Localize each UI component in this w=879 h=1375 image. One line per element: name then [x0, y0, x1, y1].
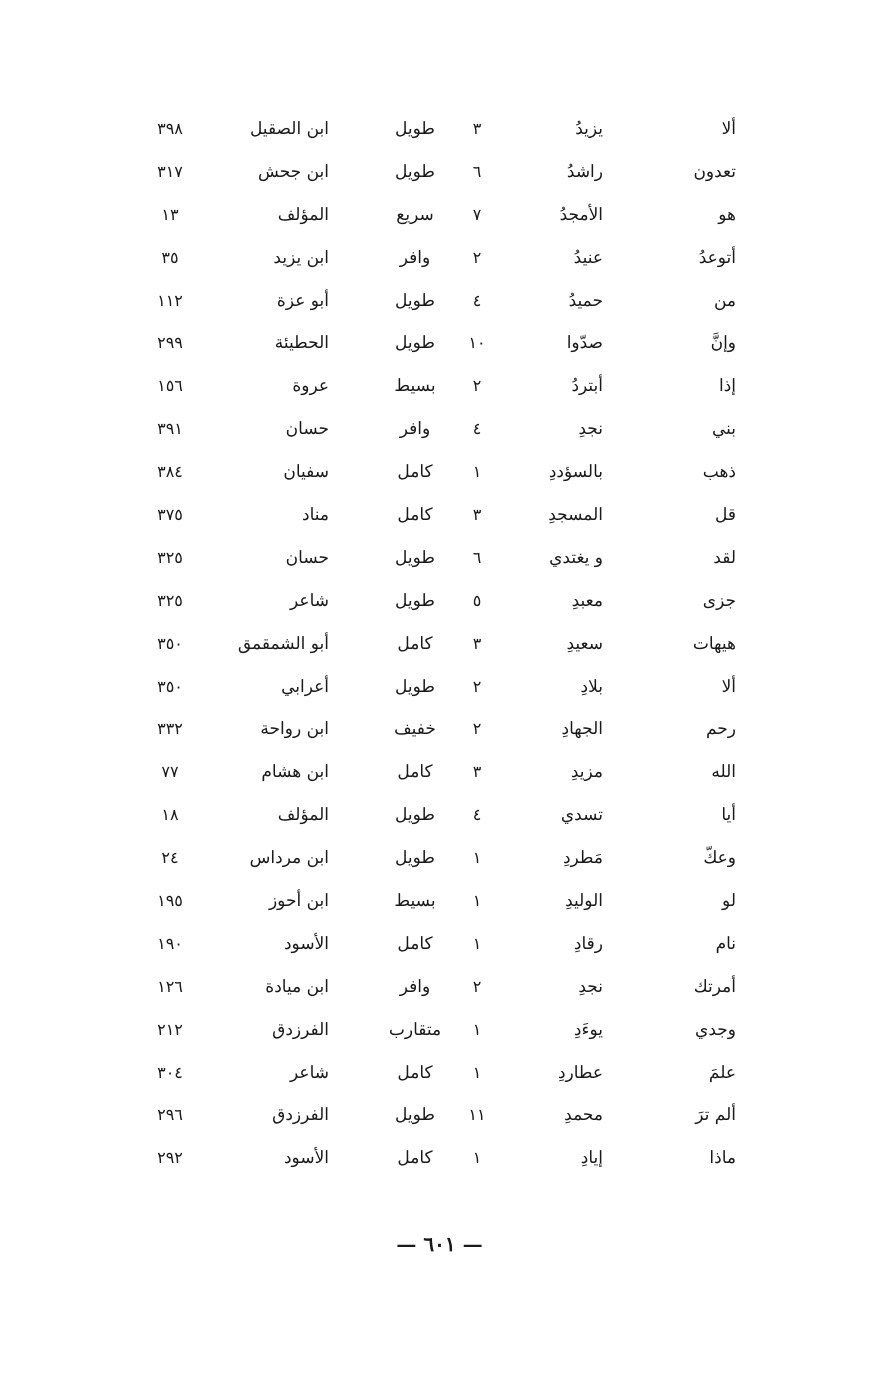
poetic-meter: وافر [399, 247, 431, 268]
page-reference: ٢١٢ [157, 1019, 183, 1039]
poet-name: مناد [302, 505, 329, 526]
verse-count: ٤ [472, 805, 482, 825]
verse-opening-word: جزى [702, 590, 736, 611]
rhyme-word: أبتردُ [571, 376, 603, 397]
verse-count: ١ [472, 933, 482, 953]
rhyme-word: عنيدُ [573, 247, 603, 268]
poetic-meter: متقارب [388, 1019, 442, 1040]
poet-name: شاعر [290, 1062, 329, 1083]
table-row [0, 237, 879, 280]
verse-opening-word: أيا [721, 805, 736, 826]
verse-opening-word: تعدون [693, 161, 736, 182]
verse-count: ٣ [472, 505, 482, 525]
verse-count: ٢ [472, 376, 482, 396]
verse-opening-word: من [713, 290, 736, 311]
rhyme-word: الجهادِ [561, 719, 603, 740]
poet-name: الأسود [283, 933, 329, 954]
poetic-meter: طويل [395, 1105, 435, 1126]
poet-name: ابن مرداس [249, 848, 329, 869]
verse-opening-word: نام [715, 933, 736, 954]
verse-opening-word: وعكّ [703, 848, 736, 869]
verse-opening-word: ماذا [709, 1148, 736, 1169]
verse-opening-word: وإنَّ [710, 333, 736, 354]
poetic-meter: طويل [395, 290, 435, 311]
table-row [0, 837, 879, 880]
table-row [0, 923, 879, 966]
verse-count: ٣ [472, 762, 482, 782]
rhyme-word: حميدُ [568, 290, 603, 311]
poet-name: الفرزدق [272, 1105, 329, 1126]
verse-count: ١١ [468, 1105, 486, 1125]
poet-name: ابن جحش [258, 161, 329, 182]
verse-count: ٤ [472, 419, 482, 439]
table-row [0, 794, 879, 837]
verse-count: ١ [472, 1062, 482, 1082]
verse-count: ٤ [472, 290, 482, 310]
poet-name: شاعر [290, 590, 329, 611]
verse-opening-word: رحم [705, 719, 736, 740]
poetic-meter: كامل [397, 1062, 433, 1083]
table-row [0, 322, 879, 365]
page-reference: ٣١٧ [157, 161, 183, 181]
rhyme-word: عطاردِ [557, 1062, 603, 1083]
table-row [0, 1137, 879, 1180]
rhyme-word: و يغتدي [549, 547, 603, 568]
verse-count: ١ [472, 891, 482, 911]
rhyme-word: نجدِ [578, 976, 603, 997]
rhyme-word: مزيدِ [570, 762, 603, 783]
poet-name: حسان [285, 419, 329, 440]
verse-opening-word: ذهب [702, 462, 736, 483]
poetic-meter: كامل [397, 1148, 433, 1169]
verse-opening-word: ألا [721, 119, 736, 139]
verse-count: ١ [472, 1148, 482, 1168]
poet-name: حسان [285, 547, 329, 568]
poetic-meter: كامل [397, 633, 433, 654]
verse-count: ٣ [472, 119, 482, 138]
verse-count: ٢ [472, 719, 482, 739]
page-reference: ٢٤ [161, 848, 179, 868]
verse-opening-word: وجدي [695, 1019, 736, 1040]
verse-count: ١ [472, 462, 482, 482]
poet-name: ابن رواحة [260, 719, 329, 740]
poet-name: ابن هشام [261, 762, 329, 783]
poet-name: ابن ميادة [265, 976, 329, 997]
verse-count: ٢ [472, 676, 482, 696]
rhyme-word: صدّوا [566, 333, 603, 354]
verse-count: ٦ [472, 161, 482, 181]
table-row [0, 1094, 879, 1137]
poet-name: ابن الصقيل [249, 119, 329, 139]
rhyme-word: نجدِ [578, 419, 603, 440]
page-reference: ٣٩٨ [157, 119, 183, 138]
poet-name: المؤلف [277, 204, 329, 225]
verse-opening-word: أمرتك [693, 976, 736, 997]
table-row [0, 623, 879, 666]
table-row [0, 1009, 879, 1052]
rhyme-word: الوليدِ [565, 891, 603, 912]
poetic-meter: كامل [397, 933, 433, 954]
rhyme-word: الأمجدُ [559, 204, 603, 225]
rhyme-word: بلادِ [580, 676, 603, 697]
table-row [0, 408, 879, 451]
verse-opening-word: أتوعدُ [698, 247, 736, 268]
page-reference: ١٩٥ [157, 891, 183, 911]
poet-name: أبو عزة [276, 290, 329, 311]
poetic-meter: خفيف [394, 719, 436, 740]
page-reference: ١٢٦ [157, 976, 183, 996]
page-reference: ٣٣٢ [157, 719, 183, 739]
poetry-index-table [0, 108, 879, 1180]
verse-opening-word: هيهات [692, 633, 736, 654]
poetic-meter: طويل [395, 161, 435, 182]
verse-opening-word: ألا [721, 676, 736, 697]
page-reference: ١٨ [161, 805, 179, 825]
verse-count: ١٠ [468, 333, 486, 353]
rhyme-word: محمدِ [564, 1105, 603, 1126]
table-row [0, 580, 879, 623]
page-reference: ٣٢٥ [157, 590, 183, 610]
poet-name: ابن أحوز [268, 891, 329, 912]
page-number: — ٦٠١ — [396, 1232, 483, 1256]
page-reference: ٣٥٠ [157, 633, 183, 653]
table-row [0, 451, 879, 494]
verse-count: ٣ [472, 633, 482, 653]
verse-count: ٢ [472, 976, 482, 996]
verse-opening-word: ألم ترَ [695, 1105, 736, 1126]
page-reference: ٣٠٤ [157, 1062, 183, 1082]
rhyme-word: يزيدُ [575, 119, 603, 139]
verse-opening-word: بني [711, 419, 736, 440]
poetic-meter: كامل [397, 762, 433, 783]
rhyme-word: مَطردِ [562, 848, 603, 869]
poetic-meter: طويل [395, 590, 435, 611]
table-row [0, 751, 879, 794]
page-reference: ١٩٠ [157, 933, 183, 953]
poetic-meter: طويل [395, 547, 435, 568]
page-reference: ٢٩٢ [157, 1148, 183, 1168]
poetic-meter: بسيط [394, 376, 436, 397]
verse-count: ٦ [472, 547, 482, 567]
rhyme-word: إيادِ [580, 1148, 603, 1169]
poet-name: سفيان [283, 462, 329, 483]
poetic-meter: طويل [395, 333, 435, 354]
page-reference: ٣٨٤ [157, 462, 183, 482]
table-row [0, 537, 879, 580]
poet-name: الفرزدق [272, 1019, 329, 1040]
table-row [0, 966, 879, 1009]
page-reference: ١١٢ [157, 290, 183, 310]
page-reference: ٣٩١ [157, 419, 183, 439]
poet-name: الحطيئة [274, 333, 329, 354]
rhyme-word: معبدِ [571, 590, 603, 611]
table-row [0, 708, 879, 751]
poet-name: الأسود [283, 1148, 329, 1169]
verse-opening-word: قل [714, 505, 736, 526]
table-row [0, 280, 879, 323]
page-reference: ٢٩٦ [157, 1105, 183, 1125]
rhyme-word: بالسؤددِ [548, 462, 603, 483]
page-reference: ٣٥ [161, 247, 179, 267]
poet-name: ابن يزيد [273, 247, 329, 268]
rhyme-word: رقادِ [573, 933, 603, 954]
poet-name: أبو الشمقمق [237, 633, 329, 654]
poetic-meter: وافر [399, 976, 431, 997]
poetic-meter: طويل [395, 805, 435, 826]
rhyme-word: تسدي [560, 805, 603, 826]
verse-count: ١ [472, 1019, 482, 1039]
table-row [0, 880, 879, 923]
poet-name: عروة [292, 376, 329, 397]
verse-opening-word: إذا [718, 376, 736, 397]
verse-opening-word: هو [718, 204, 736, 225]
poetic-meter: وافر [399, 419, 431, 440]
poetic-meter: طويل [395, 848, 435, 869]
page-reference: ١٣ [161, 204, 179, 224]
poetic-meter: طويل [395, 119, 435, 139]
verse-opening-word: علمَ [708, 1062, 736, 1083]
rhyme-word: يوءَدِ [573, 1019, 603, 1040]
page-reference: ٢٩٩ [157, 333, 183, 353]
rhyme-word: المسجدِ [548, 505, 603, 526]
table-row [0, 1052, 879, 1095]
poetic-meter: سريع [396, 204, 434, 225]
page-reference: ٧٧ [161, 762, 179, 782]
verse-count: ١ [472, 848, 482, 868]
poet-name: أعرابي [281, 676, 329, 697]
table-row [0, 666, 879, 709]
table-row [0, 365, 879, 408]
poetic-meter: كامل [397, 505, 433, 526]
verse-opening-word: الله [711, 762, 736, 783]
verse-count: ٥ [472, 590, 482, 610]
page-reference: ٣٧٥ [157, 505, 183, 525]
verse-opening-word: لو [722, 891, 736, 912]
rhyme-word: سعيدِ [566, 633, 603, 654]
page-reference: ٣٢٥ [157, 547, 183, 567]
poetic-meter: طويل [395, 676, 435, 697]
verse-count: ٧ [472, 204, 482, 224]
poetic-meter: بسيط [394, 891, 436, 912]
table-row [0, 108, 879, 151]
poet-name: المؤلف [277, 805, 329, 826]
verse-count: ٢ [472, 247, 482, 267]
rhyme-word: راشدُ [566, 161, 603, 182]
poetic-meter: كامل [397, 462, 433, 483]
page-reference: ١٥٦ [157, 376, 183, 396]
page-reference: ٣٥٠ [157, 676, 183, 696]
table-row [0, 194, 879, 237]
table-row [0, 494, 879, 537]
table-row [0, 151, 879, 194]
verse-opening-word: لقد [713, 547, 736, 568]
